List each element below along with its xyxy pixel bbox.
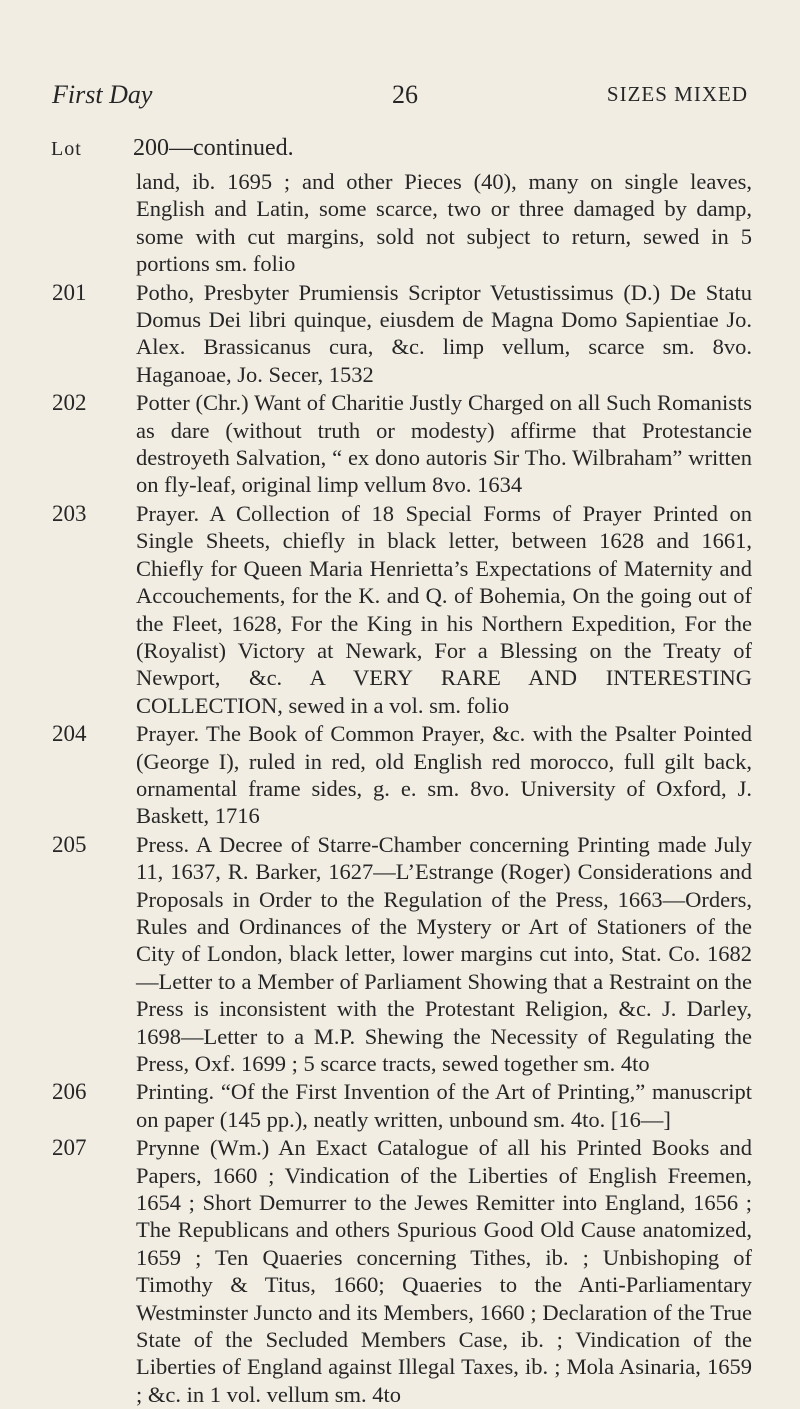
lot-number: 205 (52, 831, 87, 857)
lot-number: 207 (52, 1135, 87, 1161)
lot-entry-207 (52, 1134, 752, 1408)
running-head (52, 80, 748, 114)
lot-description: Prayer. A Collection of 18 Special Forms of Prayer Printed on Single Sheets, chiefly in black letter, between 1628 and 1661, Chiefly for Queen Maria Henrietta’s Expectations of Maternity and Accouchements, for the K. and Q. of Bohemia, On the going out of the Fleet, 1628, For the King in his Northern Expedition, For the (Royalist) Victory at Newark, For a Blessing on the Treaty of Newport, &c. A VERY RARE AND INTERESTING COLLECTION, sewed in a vol. sm. folio (136, 500, 752, 718)
lot-number: 204 (52, 721, 87, 747)
lot-continued-label: 200—continued. (133, 135, 294, 161)
lot-entry-206 (52, 1078, 752, 1133)
lot-entry-201 (52, 279, 752, 389)
lot-entry-203 (52, 500, 752, 719)
page-number: 26 (392, 80, 418, 109)
lot-description: Prynne (Wm.) An Exact Catalogue of all his Printed Books and Papers, 1660 ; Vindication of the Liberties of English Freemen, 1654 ; Short Demurrer to the Jewes Remitter into England, 1656 ; The Republicans and others Spurious Good Old Cause anatomized, 1659 ; Ten Quaeries concerning Tithes, ib. ; Unbishoping of Timothy & Titus, 1660; Quaeries to the Anti-Parliamentary Westminster Juncto and its Members, 1660 ; Declaration of the True State of the Secluded Members Case, ib. ; Vindication of the Liberties of England against Illegal Taxes, ib. ; Mola Asinaria, 1659 ; &c. in 1 vol. vellum sm. 4to (136, 1135, 752, 1407)
lot-entries (52, 168, 752, 1409)
lot-number: 206 (52, 1079, 87, 1105)
lot-entry-205 (52, 831, 752, 1078)
lot-description: Printing. “Of the First Invention of the Art of Printing,” manuscript on paper (145 pp.), neatly written, unbound sm. 4to. [16—] (136, 1079, 752, 1132)
lot-number: 201 (52, 279, 87, 305)
lot-number: 203 (52, 500, 87, 526)
lot-description: Potho, Presbyter Prumiensis Scriptor Vetustissimus (D.) De Statu Domus Dei libri quinque, eiusdem de Magna Domo Sapientiae Jo. Alex. Brassicanus cura, &c. limp vellum, scarce sm. 8vo. Haganoae, Jo. Secer, 1532 (136, 279, 752, 387)
lot-description: Press. A Decree of Starre-Chamber concerning Printing made July 11, 1637, R. Barker, 1627—L’Estrange (Roger) Considerations and Proposals in Order to the Regulation of the Press, 1663—Orders, Rules and Ordinances of the Mystery or Art of Stationers of the City of London, black letter, lower margins cut into, Stat. Co. 1682—Letter to a Member of Parliament Showing that a Restraint on the Press is inconsistent with the Protestant Religion, &c. J. Darley, 1698—Letter to a M.P. Shewing the Necessity of Regulating the Press, Oxf. 1699 ; 5 scarce tracts, sewed together sm. 4to (136, 831, 752, 1076)
lot-heading (51, 135, 294, 162)
section-heading: SIZES MIXED (606, 82, 748, 106)
lot-description: Prayer. The Book of Common Prayer, &c. with the Psalter Pointed (George I), ruled in red, old English red morocco, full gilt back, ornamental frame sides, g. e. sm. 8vo. University of Oxford, J. Baskett, 1716 (136, 721, 752, 829)
day-heading: First Day (52, 80, 153, 109)
lot-number: 202 (52, 390, 87, 416)
lot-entry-continued (52, 168, 752, 278)
lot-description: land, ib. 1695 ; and other Pieces (40), many on single leaves, English and Latin, some scarce, two or three damaged by damp, some with cut margins, sold not subject to return, sewed in 5 portions sm. folio (136, 169, 752, 277)
lot-label: Lot (51, 138, 82, 160)
lot-entry-202 (52, 389, 752, 499)
lot-description: Potter (Chr.) Want of Charitie Justly Charged on all Such Romanists as dare (without truth or modesty) affirme that Protestancie destroyeth Salvation, “ ex dono autoris Sir Tho. Wilbraham” written on fly-leaf, original limp vellum 8vo. 1634 (136, 390, 752, 498)
lot-entry-204 (52, 720, 752, 830)
